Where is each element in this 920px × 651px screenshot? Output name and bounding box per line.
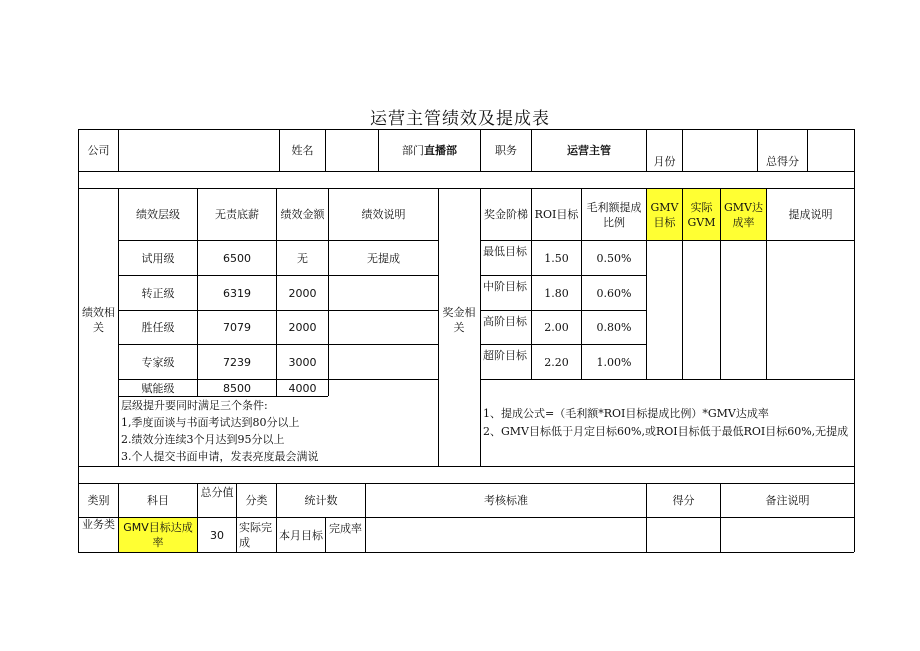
perf-base: 8500 (223, 381, 251, 395)
bonus-header-rate: 毛利额提成比例 (586, 200, 642, 229)
score-header-standard: 考核标准 (484, 494, 528, 507)
performance-section-label: 绩效相关 (82, 306, 115, 334)
grid-line (480, 379, 854, 380)
grid-line (682, 129, 683, 171)
perf-base: 7079 (223, 321, 251, 334)
score-header-remarks: 备注说明 (765, 494, 810, 507)
promotion-note: 层级提升要同时满足三个条件: (121, 399, 268, 412)
gmv-rate-header: GMV达成率 (721, 189, 766, 240)
bonus-note: 1、提成公式=（毛利额*ROI目标提成比例）*GMV达成率 (483, 406, 769, 420)
gmv-target-header: GMV目标 (647, 189, 682, 240)
bonus-tier: 高阶目标 (483, 314, 527, 328)
perf-base: 6500 (223, 251, 251, 265)
perf-header-bonus: 绩效金额 (280, 208, 325, 221)
perf-note: 无提成 (367, 251, 400, 265)
bonus-tier: 中阶目标 (483, 279, 527, 293)
bonus-tier: 最低目标 (483, 244, 527, 258)
department-label: 部门 (402, 144, 424, 157)
perf-bonus: 4000 (288, 381, 317, 395)
perf-level: 专家级 (141, 355, 175, 369)
perf-level: 转正级 (141, 286, 175, 300)
score-completion: 完成率 (329, 521, 362, 535)
grid-line (325, 129, 326, 171)
perf-header-level: 绩效层级 (136, 208, 180, 221)
perf-level: 胜任级 (141, 321, 175, 334)
bonus-roi: 2.00 (544, 321, 569, 334)
grid-line (78, 552, 854, 553)
grid-line (118, 129, 119, 171)
bonus-header-note: 提成说明 (788, 208, 833, 221)
subject-gmv-rate: GMV目标达成率 (119, 518, 197, 552)
bonus-rate: 0.50% (596, 251, 632, 265)
score-header-count: 统计数 (304, 494, 338, 507)
bonus-rate: 0.60% (596, 286, 632, 300)
bonus-rate: 1.00% (596, 355, 632, 369)
score-points: 30 (210, 528, 224, 542)
perf-level: 赋能级 (141, 381, 175, 395)
grid-line (78, 466, 854, 467)
promotion-note: 1,季度面谈与书面考试达到80分以上 (121, 416, 300, 429)
total-score-label: 总得分 (766, 155, 799, 168)
department-cell (379, 130, 480, 171)
bonus-header-tier: 奖金阶梯 (484, 208, 528, 221)
bonus-note: 2、GMV目标低于月定目标60%,或ROI目标低于最低ROI目标60%,无提成 (483, 424, 849, 438)
perf-bonus: 3000 (288, 355, 317, 369)
score-target: 本月目标 (279, 528, 323, 542)
grid-line (78, 171, 854, 172)
score-header-score: 得分 (672, 494, 695, 507)
grid-line (854, 129, 855, 552)
bonus-roi: 1.50 (544, 251, 569, 265)
company-label: 公司 (87, 144, 110, 157)
score-type: 实际完成 (239, 521, 272, 549)
bonus-tier: 超阶目标 (483, 348, 527, 362)
bonus-roi: 2.20 (544, 355, 569, 369)
score-header-points: 总分值 (200, 486, 234, 499)
perf-base: 6319 (223, 286, 251, 300)
bonus-roi: 1.80 (544, 286, 569, 300)
perf-bonus: 2000 (288, 321, 317, 334)
grid-line (807, 129, 808, 171)
position-label: 职务 (495, 144, 517, 157)
promotion-note: 3.个人提交书面申请，发表亮度最会满说 (121, 450, 319, 463)
page-title: 运营主管绩效及提成表 (370, 109, 550, 129)
perf-bonus: 2000 (288, 286, 317, 300)
department-value: 直播部 (424, 144, 457, 157)
score-header-type: 分类 (245, 494, 268, 507)
score-header-category: 类别 (87, 494, 110, 507)
position-value: 运营主管 (567, 144, 611, 157)
grid-line (438, 188, 439, 466)
promotion-note: 2.绩效分连续3个月达到95分以上 (121, 433, 285, 446)
perf-bonus: 无 (297, 251, 308, 265)
bonus-section-label: 奖金相关 (442, 306, 476, 334)
actual-gvm-header: 实际GVM (683, 189, 720, 240)
score-category: 业务类 (82, 517, 115, 531)
name-label: 姓名 (291, 144, 314, 157)
perf-header-note: 绩效说明 (361, 208, 406, 221)
perf-base: 7239 (223, 355, 251, 369)
perf-header-base: 无责底薪 (215, 208, 259, 221)
bonus-header-roi: ROI目标 (534, 208, 579, 221)
score-header-subject: 科目 (147, 494, 169, 507)
perf-level: 试用级 (141, 251, 175, 265)
month-label: 月份 (653, 155, 676, 168)
bonus-rate: 0.80% (596, 321, 632, 334)
